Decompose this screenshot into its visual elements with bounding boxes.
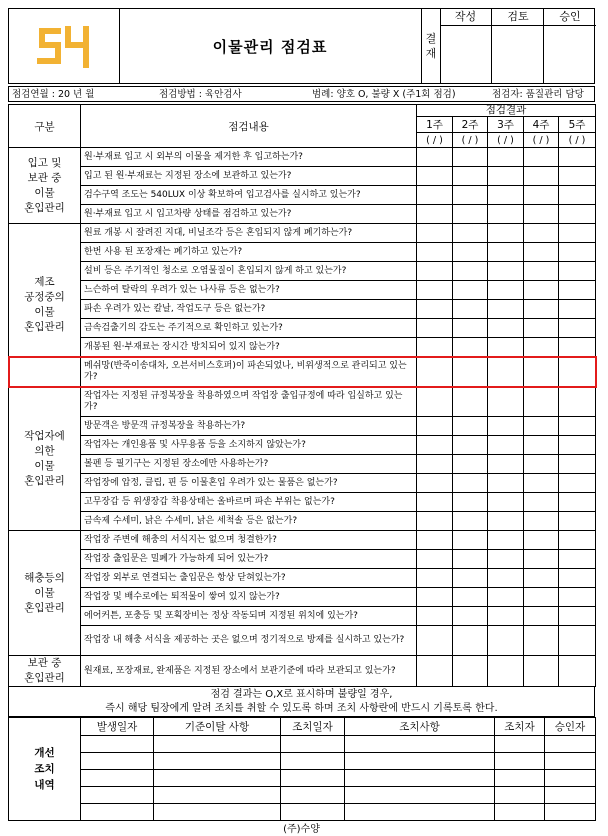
result-cell[interactable] [488, 550, 524, 569]
table-row [9, 436, 596, 455]
result-cell[interactable] [488, 224, 524, 243]
result-cell[interactable] [453, 224, 488, 243]
table-row [9, 262, 596, 281]
table-row [9, 531, 596, 550]
result-cell[interactable] [524, 319, 559, 338]
table-row [9, 338, 596, 357]
result-cell[interactable] [417, 281, 453, 300]
action-header-row [9, 718, 596, 736]
result-cell[interactable] [417, 550, 453, 569]
checklist-table [8, 104, 596, 687]
result-cell[interactable] [488, 262, 524, 281]
approval-writer[interactable]: 작성 [440, 9, 491, 83]
result-cell[interactable] [488, 148, 524, 167]
action-cell[interactable] [545, 804, 596, 821]
result-cell[interactable] [417, 588, 453, 607]
check-item: 고무장갑 등 위생장갑 착용상태는 올바르며 파손 부위는 없는가? [81, 493, 417, 512]
action-cell[interactable] [495, 753, 545, 770]
result-cell[interactable] [488, 569, 524, 588]
result-cell[interactable] [488, 626, 524, 656]
result-cell[interactable] [417, 531, 453, 550]
result-cell[interactable] [417, 569, 453, 588]
result-cell[interactable] [524, 455, 559, 474]
check-item: 금속제 수세미, 낡은 수세미, 낡은 세척솔 등은 없는가? [81, 512, 417, 531]
inspection-note: 점검 결과는 O,X로 표시하며 불량일 경우, 즉시 해당 팀장에게 알려 조치를 취할 수 있도록 하며 조치 사항란에 반드시 기록토록 한다. [8, 687, 595, 717]
result-cell[interactable] [488, 243, 524, 262]
result-cell[interactable] [524, 607, 559, 626]
action-cell[interactable] [281, 753, 345, 770]
result-cell[interactable] [559, 550, 596, 569]
action-row [9, 804, 596, 821]
result-cell[interactable] [488, 319, 524, 338]
check-item: 작업장에 압정, 클립, 핀 등 이물혼입 우려가 있는 물품은 없는가? [81, 474, 417, 493]
approval-label: 결 재 [422, 9, 441, 83]
result-cell[interactable] [559, 531, 596, 550]
info-row [8, 86, 595, 102]
action-col-header: 승인자 [545, 718, 596, 736]
category-cell: 작업자에 의한 이물 혼입관리 [9, 387, 81, 531]
action-cell[interactable] [545, 770, 596, 787]
action-cell[interactable] [281, 804, 345, 821]
result-cell[interactable] [488, 357, 524, 387]
result-cell[interactable] [417, 474, 453, 493]
category-cell: 해충등의 이물 혼입관리 [9, 531, 81, 656]
table-row [9, 417, 596, 436]
result-cell[interactable] [453, 569, 488, 588]
action-cell[interactable] [495, 736, 545, 753]
week-header: 2주 [453, 117, 488, 133]
table-row [9, 455, 596, 474]
col-content: 점검내용 [81, 105, 417, 148]
check-item: 금속검출기의 감도는 주기적으로 확인하고 있는가? [81, 319, 417, 338]
action-cell[interactable] [281, 770, 345, 787]
action-col-header: 조치사항 [345, 718, 495, 736]
check-item: 작업장 및 배수로에는 퇴적물이 쌓여 있지 않는가? [81, 588, 417, 607]
result-cell[interactable] [417, 656, 453, 687]
result-cell[interactable] [524, 224, 559, 243]
result-cell[interactable] [524, 167, 559, 186]
result-cell[interactable] [524, 387, 559, 417]
result-cell[interactable] [417, 512, 453, 531]
result-cell[interactable] [453, 607, 488, 626]
result-cell[interactable] [453, 588, 488, 607]
table-row [9, 167, 596, 186]
action-cell[interactable] [154, 804, 281, 821]
table-row [9, 626, 596, 656]
result-cell[interactable] [559, 319, 596, 338]
check-item: 개봉된 원·부재료는 장시간 방치되어 있지 않는가? [81, 338, 417, 357]
col-result: 점검결과 [417, 105, 596, 117]
result-cell[interactable] [559, 455, 596, 474]
result-cell[interactable] [559, 224, 596, 243]
table-row-highlighted [9, 357, 596, 387]
result-cell[interactable] [488, 588, 524, 607]
table-row [9, 300, 596, 319]
result-cell[interactable] [488, 512, 524, 531]
result-cell[interactable] [559, 186, 596, 205]
result-cell[interactable] [453, 455, 488, 474]
approval-approver[interactable]: 승인 [543, 9, 596, 83]
result-cell[interactable] [417, 205, 453, 224]
result-cell[interactable] [559, 512, 596, 531]
action-row [9, 770, 596, 787]
checklist [8, 104, 595, 821]
result-cell[interactable] [488, 474, 524, 493]
result-cell[interactable] [417, 387, 453, 417]
action-cell[interactable] [495, 804, 545, 821]
result-cell[interactable] [524, 338, 559, 357]
result-cell[interactable] [559, 588, 596, 607]
result-cell[interactable] [453, 417, 488, 436]
check-item: 작업자는 지정된 규정복장을 착용하였으며 작업장 출입규정에 따라 입실하고 있는가? [81, 387, 417, 417]
table-row [9, 281, 596, 300]
result-cell[interactable] [524, 474, 559, 493]
result-cell[interactable] [524, 148, 559, 167]
result-cell[interactable] [488, 186, 524, 205]
result-cell[interactable] [488, 338, 524, 357]
result-cell[interactable] [453, 205, 488, 224]
result-cell[interactable] [524, 205, 559, 224]
result-cell[interactable] [524, 588, 559, 607]
result-cell[interactable] [524, 281, 559, 300]
col-category: 구분 [9, 105, 81, 148]
result-cell[interactable] [524, 186, 559, 205]
result-cell[interactable] [488, 417, 524, 436]
check-item: 파손 우려가 있는 칼날, 작업도구 등은 없는가? [81, 300, 417, 319]
action-cell[interactable] [545, 753, 596, 770]
check-item: 한번 사용 된 포장재는 폐기하고 있는가? [81, 243, 417, 262]
result-cell[interactable] [453, 493, 488, 512]
action-col-header: 기준이탈 사항 [154, 718, 281, 736]
result-cell[interactable] [488, 656, 524, 687]
action-cell[interactable] [281, 736, 345, 753]
check-item: 원·부재료 입고 시 입고차량 상태를 점검하고 있는가? [81, 205, 417, 224]
table-row [9, 550, 596, 569]
action-row [9, 736, 596, 753]
result-cell[interactable] [453, 186, 488, 205]
result-cell[interactable] [453, 436, 488, 455]
header-row [9, 105, 596, 117]
result-cell[interactable] [559, 626, 596, 656]
table-row [9, 656, 596, 687]
result-cell[interactable] [524, 531, 559, 550]
action-col-header: 발생일자 [81, 718, 154, 736]
result-cell[interactable] [488, 387, 524, 417]
result-cell[interactable] [453, 281, 488, 300]
check-item: 방문객은 방문객 규정복장을 착용하는가? [81, 417, 417, 436]
result-cell[interactable] [488, 531, 524, 550]
result-cell[interactable] [453, 338, 488, 357]
result-cell[interactable] [559, 205, 596, 224]
table-row [9, 205, 596, 224]
result-cell[interactable] [488, 607, 524, 626]
inspection-method: 점검방법 : 육안검사 [159, 89, 242, 100]
check-item: 볼펜 등 필기구는 지정된 장소에만 사용하는가? [81, 455, 417, 474]
result-cell[interactable] [524, 550, 559, 569]
action-col-header: 조치일자 [281, 718, 345, 736]
action-cell[interactable] [81, 736, 154, 753]
action-table [8, 717, 596, 821]
check-item: 설비 등은 주기적인 청소로 오염물질이 혼입되지 않게 하고 있는가? [81, 262, 417, 281]
result-cell[interactable] [524, 243, 559, 262]
result-cell[interactable] [524, 512, 559, 531]
result-cell[interactable] [524, 262, 559, 281]
action-cell[interactable] [495, 770, 545, 787]
category-cell: 제조 공정중의 이물 혼입관리 [9, 224, 81, 387]
result-cell[interactable] [559, 387, 596, 417]
result-cell[interactable] [488, 205, 524, 224]
check-item: 원료 개봉 시 잘려진 지대, 비닐조각 등은 혼입되지 않게 폐기하는가? [81, 224, 417, 243]
result-cell[interactable] [417, 300, 453, 319]
approval-reviewer[interactable]: 검토 [491, 9, 544, 83]
result-cell[interactable] [417, 607, 453, 626]
week-date-field[interactable]: ( / ) [559, 133, 596, 148]
result-cell[interactable] [524, 300, 559, 319]
result-cell[interactable] [524, 417, 559, 436]
action-cell[interactable] [545, 736, 596, 753]
check-item: 느슨하여 탈락의 우려가 있는 나사류 등은 없는가? [81, 281, 417, 300]
result-cell[interactable] [524, 569, 559, 588]
result-cell[interactable] [559, 656, 596, 687]
week-date-field[interactable]: ( / ) [524, 133, 559, 148]
action-cell[interactable] [345, 736, 495, 753]
table-row [9, 319, 596, 338]
check-item: 작업장 주변에 해충의 서식지는 없으며 청결한가? [81, 531, 417, 550]
result-cell[interactable] [417, 493, 453, 512]
result-cell[interactable] [488, 493, 524, 512]
table-row [9, 474, 596, 493]
result-cell[interactable] [417, 338, 453, 357]
result-cell[interactable] [417, 319, 453, 338]
result-cell[interactable] [453, 387, 488, 417]
result-cell[interactable] [417, 262, 453, 281]
result-cell[interactable] [417, 626, 453, 656]
action-cell[interactable] [345, 753, 495, 770]
week-header: 5주 [559, 117, 596, 133]
week-header: 4주 [524, 117, 559, 133]
approval-box [421, 9, 596, 83]
action-cell[interactable] [545, 787, 596, 804]
result-cell[interactable] [488, 455, 524, 474]
sheet-title: 이물관리 점검표 [212, 37, 328, 56]
result-cell[interactable] [453, 626, 488, 656]
action-cell[interactable] [495, 787, 545, 804]
action-cell[interactable] [345, 804, 495, 821]
result-cell[interactable] [559, 474, 596, 493]
check-item: 원재료, 포장재료, 완제품은 지정된 장소에서 보관기준에 따라 보관되고 있는가? [81, 656, 417, 687]
result-cell[interactable] [559, 436, 596, 455]
logo-cell [9, 9, 120, 83]
check-item: 작업장 외부로 연결되는 출입문은 항상 닫혀있는가? [81, 569, 417, 588]
result-cell[interactable] [453, 300, 488, 319]
result-cell[interactable] [417, 417, 453, 436]
action-cell[interactable] [81, 753, 154, 770]
table-row [9, 493, 596, 512]
company-logo-icon [9, 9, 119, 83]
result-cell[interactable] [417, 357, 453, 387]
check-item: 작업자는 개인용품 및 사무용품 등을 소지하지 않았는가? [81, 436, 417, 455]
company-footer: (주)수양 [283, 824, 320, 835]
result-cell[interactable] [524, 656, 559, 687]
inspection-date: 점검연월 : 20 년 월 [12, 89, 95, 100]
result-cell[interactable] [524, 626, 559, 656]
check-item: 원·부재료 입고 시 외부의 이물을 제거한 후 입고하는가? [81, 148, 417, 167]
result-cell[interactable] [559, 493, 596, 512]
result-cell[interactable] [417, 436, 453, 455]
result-cell[interactable] [559, 607, 596, 626]
table-row [9, 588, 596, 607]
check-item: 검수구역 조도는 540LUX 이상 확보하여 입고검사를 실시하고 있는가? [81, 186, 417, 205]
result-cell[interactable] [453, 243, 488, 262]
result-cell[interactable] [559, 569, 596, 588]
result-cell[interactable] [524, 436, 559, 455]
action-cell[interactable] [345, 787, 495, 804]
result-cell[interactable] [453, 319, 488, 338]
result-cell[interactable] [559, 417, 596, 436]
result-cell[interactable] [417, 148, 453, 167]
result-cell[interactable] [559, 167, 596, 186]
action-side-label: 개선 조치 내역 [9, 718, 81, 821]
result-cell[interactable] [453, 474, 488, 493]
result-cell[interactable] [453, 148, 488, 167]
result-cell[interactable] [453, 357, 488, 387]
result-cell[interactable] [417, 186, 453, 205]
result-cell[interactable] [417, 455, 453, 474]
result-cell[interactable] [417, 243, 453, 262]
result-cell[interactable] [488, 436, 524, 455]
result-cell[interactable] [559, 300, 596, 319]
result-cell[interactable] [453, 531, 488, 550]
result-cell[interactable] [559, 262, 596, 281]
category-cell: 보관 중 혼입관리 [9, 656, 81, 687]
action-cell[interactable] [81, 787, 154, 804]
week-date-field[interactable]: ( / ) [417, 133, 453, 148]
action-cell[interactable] [81, 804, 154, 821]
action-row [9, 753, 596, 770]
action-cell[interactable] [281, 787, 345, 804]
result-cell[interactable] [559, 148, 596, 167]
check-item: 작업장 내 해충 서식을 제공하는 곳은 없으며 정기적으로 방제를 실시하고 있는가? [81, 626, 417, 656]
result-cell[interactable] [559, 243, 596, 262]
action-cell[interactable] [154, 753, 281, 770]
table-row [9, 569, 596, 588]
result-cell[interactable] [524, 493, 559, 512]
check-item: 작업장 출입문은 밀폐가 가능하게 되어 있는가? [81, 550, 417, 569]
table-row [9, 243, 596, 262]
result-cell[interactable] [453, 512, 488, 531]
table-row [9, 224, 596, 243]
sheet-header [8, 8, 595, 84]
result-cell[interactable] [453, 550, 488, 569]
result-cell[interactable] [559, 281, 596, 300]
result-cell[interactable] [417, 224, 453, 243]
check-item: 입고 된 원·부재료는 지정된 장소에 보관하고 있는가? [81, 167, 417, 186]
inspector: 점검자: 품질관리 담당 [492, 89, 584, 100]
check-item: 에어커튼, 포충등 및 포획장비는 정상 작동되며 지정된 위치에 있는가? [81, 607, 417, 626]
table-row [9, 607, 596, 626]
legend: 범례: 양호 O, 불량 X (주1회 점검) [312, 89, 456, 100]
action-cell[interactable] [154, 770, 281, 787]
table-row [9, 387, 596, 417]
action-row [9, 787, 596, 804]
action-cell[interactable] [81, 770, 154, 787]
category-cell: 입고 및 보관 중 이물 혼입관리 [9, 148, 81, 224]
action-cell[interactable] [154, 787, 281, 804]
result-cell[interactable] [524, 357, 559, 387]
action-cell[interactable] [154, 736, 281, 753]
week-date-field[interactable]: ( / ) [453, 133, 488, 148]
week-header: 1주 [417, 117, 453, 133]
result-cell[interactable] [559, 357, 596, 387]
result-cell[interactable] [559, 338, 596, 357]
result-cell[interactable] [488, 300, 524, 319]
week-header: 3주 [488, 117, 524, 133]
result-cell[interactable] [453, 167, 488, 186]
check-item: 메쉬망(반죽이송대차, 오븐서비스호퍼)이 파손되었나, 비위생적으로 관리되고 있는가? [81, 357, 417, 387]
table-row [9, 148, 596, 167]
result-cell[interactable] [453, 262, 488, 281]
action-cell[interactable] [345, 770, 495, 787]
table-row [9, 512, 596, 531]
action-col-header: 조치자 [495, 718, 545, 736]
table-row [9, 186, 596, 205]
week-date-field[interactable]: ( / ) [488, 133, 524, 148]
result-cell[interactable] [453, 656, 488, 687]
result-cell[interactable] [488, 281, 524, 300]
result-cell[interactable] [488, 167, 524, 186]
result-cell[interactable] [417, 167, 453, 186]
